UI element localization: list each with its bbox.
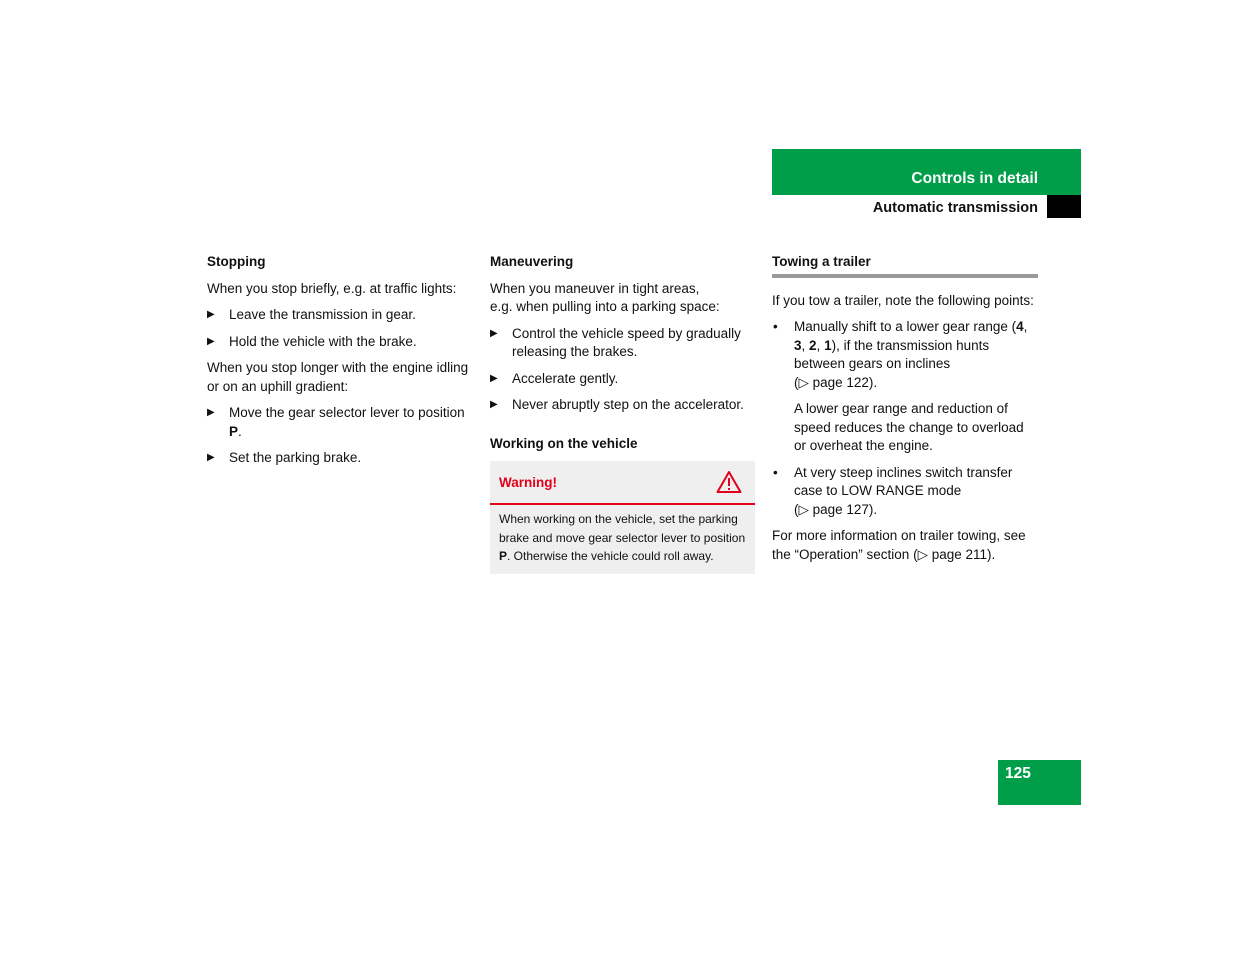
paragraph: If you tow a trailer, note the following points: (772, 292, 1034, 308)
list-item (490, 325, 755, 362)
list-item (207, 333, 473, 352)
gear-label: 4 (1016, 319, 1024, 334)
separator: , (1023, 319, 1028, 334)
list-item (207, 404, 473, 441)
page-number-box (998, 760, 1081, 805)
gear-label: 2 (809, 337, 817, 353)
gear-label: 3 (794, 337, 802, 353)
page-number: 125 (1005, 765, 1031, 782)
list-item-text: Control the vehicle speed by gradually releasing the brakes. (512, 325, 741, 359)
list-item-text: Hold the vehicle with the brake. (229, 333, 417, 349)
warning-text (490, 505, 755, 574)
list-item-text: Manually shift to a lower gear range ( (794, 319, 1017, 334)
paragraph-line: e.g. when pulling into a parking space: (490, 299, 720, 314)
list-item-text: Accelerate gently. (512, 370, 619, 386)
list-item (772, 464, 1038, 520)
heading-towing-trailer: Towing a trailer (772, 253, 1038, 278)
warning-text-part: . Otherwise the vehicle could roll away. (507, 549, 714, 563)
bullet-icon: • (773, 464, 778, 480)
list-item (772, 318, 1038, 392)
list-item (207, 449, 473, 468)
page-reference: (▷ page 122). (794, 374, 878, 390)
list-item (207, 306, 473, 325)
gear-position-label: P (499, 549, 508, 563)
warning-title: Warning! (499, 475, 557, 490)
list-item-text: Leave the transmission in gear. (229, 307, 416, 322)
arrow-icon: ▶ (490, 372, 498, 384)
list-item-note: A lower gear range and reduction of speed reduces the change to overload or overheat the engine. (794, 401, 1024, 453)
arrow-icon: ▶ (207, 452, 215, 463)
list-item-text: At very steep inclines switch transfer case to LOW RANGE mode (794, 464, 1013, 498)
list-item-text: ), if the transmission hunts between gears on inclines (794, 337, 990, 371)
arrow-icon: ▶ (207, 407, 215, 418)
warning-box (490, 461, 755, 574)
paragraph: When you stop briefly, e.g. at traffic lights: (207, 280, 457, 296)
separator: , (816, 337, 825, 353)
list-item-text: Never abruptly step on the accelerator. (512, 397, 744, 412)
arrow-icon: ▶ (207, 335, 215, 347)
heading-maneuvering: Maneuvering (490, 254, 574, 269)
column-middle (490, 253, 755, 574)
paragraph-line: When you maneuver in tight areas, (490, 280, 700, 296)
section-title: Controls in detail (911, 170, 1038, 187)
section-header-bar (772, 149, 1081, 195)
page-reference: (▷ page 127). (794, 501, 878, 517)
separator: , (801, 337, 810, 353)
arrow-icon: ▶ (490, 399, 498, 410)
column-left (207, 253, 473, 476)
arrow-icon: ▶ (207, 309, 215, 320)
warning-triangle-icon (716, 470, 742, 500)
list-item-text: Set the parking brake. (229, 450, 362, 465)
paragraph (490, 280, 755, 317)
subsection-title: Automatic transmission (872, 200, 1038, 216)
warning-text-part: When working on the vehicle, set the parking brake and move gear selector lever to position (499, 512, 746, 545)
column-right (772, 253, 1038, 572)
heading-stopping: Stopping (207, 254, 266, 269)
paragraph: When you stop longer with the engine idling or on an uphill gradient: (207, 360, 469, 394)
heading-working-on-vehicle: Working on the vehicle (490, 435, 638, 451)
list-item-text: Move the gear selector lever to position (229, 405, 465, 420)
list-item (490, 396, 755, 415)
punctuation: . (238, 423, 242, 439)
paragraph: For more information on trailer towing, see the “Operation” section (▷ page 211). (772, 528, 1026, 562)
gear-position-label: P (229, 423, 239, 439)
arrow-icon: ▶ (490, 327, 498, 339)
gear-label: 1 (824, 337, 832, 353)
warning-header (490, 461, 755, 505)
bullet-icon: • (773, 319, 778, 334)
list-item (490, 370, 755, 389)
header-marker-block (1047, 195, 1081, 218)
